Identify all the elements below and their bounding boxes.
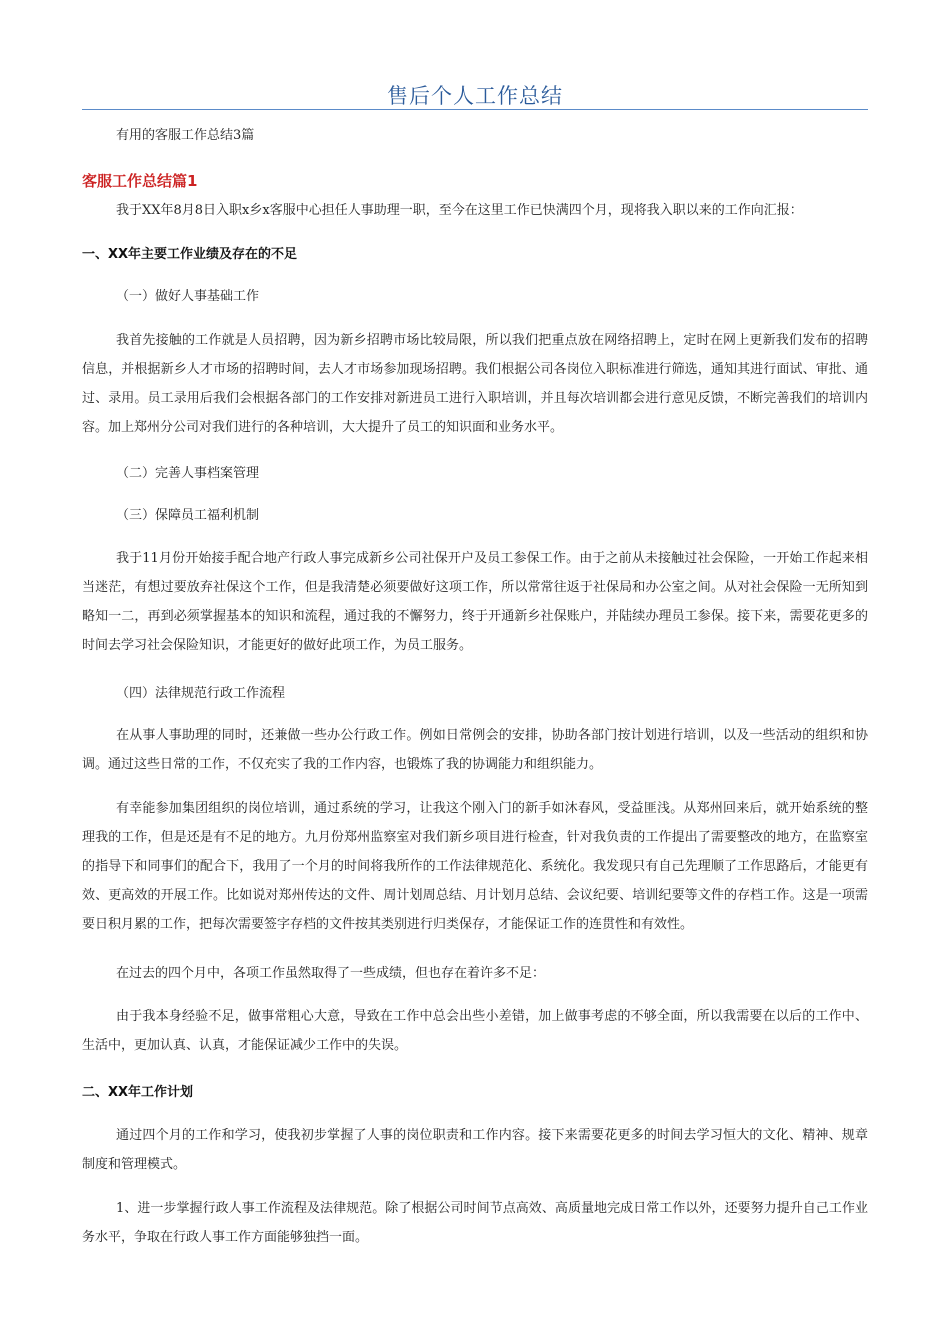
- heading-achievements: 一、XX年主要工作业绩及存在的不足: [82, 247, 298, 262]
- subheading-archives: （二）完善人事档案管理: [116, 466, 260, 481]
- paragraph-plan-item-1: 1、进一步掌握行政人事工作流程及法律规范。除了根据公司时间节点高效、高质量地完成日常工作以外，还要努力提升自己工作业务水平，争取在行政人事工作方面能够独挡一面。: [82, 1201, 868, 1245]
- subheading-admin-process: （四）法律规范行政工作流程: [116, 686, 286, 701]
- document-title: 售后个人工作总结: [387, 84, 563, 108]
- paragraph-admin-work: 在从事人事助理的同时，还兼做一些办公行政工作。例如日常例会的安排，协助各部门按计划进行培训，以及一些活动的组织和协调。通过这些日常的工作，不仅充实了我的工作内容，也锻炼了我的协调能力和组织能力。: [82, 728, 868, 772]
- paragraph-shortcomings-intro: 在过去的四个月中，各项工作虽然取得了一些成绩，但也存在着许多不足：: [116, 966, 546, 981]
- document-subtitle: 有用的客服工作总结3篇: [116, 128, 255, 143]
- paragraph-shortcomings: 由于我本身经验不足，做事常粗心大意，导致在工作中总会出些小差错，加上做事考虑的不够全面，所以我需要在以后的工作中、生活中，更加认真、认真，才能保证减少工作中的失误。: [82, 1009, 868, 1053]
- subheading-welfare: （三）保障员工福利机制: [116, 508, 260, 523]
- intro-paragraph: 我于XX年8月8日入职x乡x客服中心担任人事助理一职，至今在这里工作已快满四个月，现将我入职以来的工作向汇报：: [116, 203, 803, 218]
- paragraph-training: 有幸能参加集团组织的岗位培训，通过系统的学习，让我这个刚入门的新手如沐春风，受益匪浅。从郑州回来后，就开始系统的整理我的工作，但是还是有不足的地方。九月份郑州监察室对我们新乡项目进行检查，针对我负责的工作提出了需要整改的地方，在监察室的指导下和同事们的配合下，我用了一个月的时间将我所作的工作法律规范化、系统化。我发现只有自己先理顺了工作思路后，才能更有效、更高效的开展工作。比如说对郑州传达的文件、周计划周总结、月计划月总结、会议纪要、培训纪要等文件的存档工作。这是一项需要日积月累的工作，把每次需要签字存档的文件按其类别进行归类保存，才能保证工作的连贯性和有效性。: [82, 801, 868, 932]
- paragraph-plan-intro: 通过四个月的工作和学习，使我初步掌握了人事的岗位职责和工作内容。接下来需要花更多的时间去学习恒大的文化、精神、规章制度和管理模式。: [82, 1128, 868, 1172]
- section-heading: 客服工作总结篇1: [82, 172, 198, 190]
- heading-work-plan: 二、XX年工作计划: [82, 1085, 194, 1100]
- title-divider: [82, 109, 868, 110]
- paragraph-social-insurance: 我于11月份开始接手配合地产行政人事完成新乡公司社保开户及员工参保工作。由于之前从未接触过社会保险，一开始工作起来相当迷茫，有想过要放弃社保这个工作，但是我清楚必须要做好这项工作，所以常常往返于社保局和办公室之间。从对社会保险一无所知到略知一二，再到必须掌握基本的知识和流程，通过我的不懈努力，终于开通新乡社保账户，并陆续办理员工参保。接下来，需要花更多的时间去学习社会保险知识，才能更好的做好此项工作，为员工服务。: [82, 551, 868, 653]
- paragraph-recruitment: 我首先接触的工作就是人员招聘，因为新乡招聘市场比较局限，所以我们把重点放在网络招聘上，定时在网上更新我们发布的招聘信息，并根据新乡人才市场的招聘时间，去人才市场参加现场招聘。我们根据公司各岗位入职标准进行筛选，通知其进行面试、审批、通过、录用。员工录用后我们会根据各部门的工作安排对新进员工进行入职培训，并且每次培训都会进行意见反馈，不断完善我们的培训内容。加上郑州分公司对我们进行的各种培训，大大提升了员工的知识面和业务水平。: [82, 333, 868, 435]
- subheading-hr-basics: （一）做好人事基础工作: [116, 289, 260, 304]
